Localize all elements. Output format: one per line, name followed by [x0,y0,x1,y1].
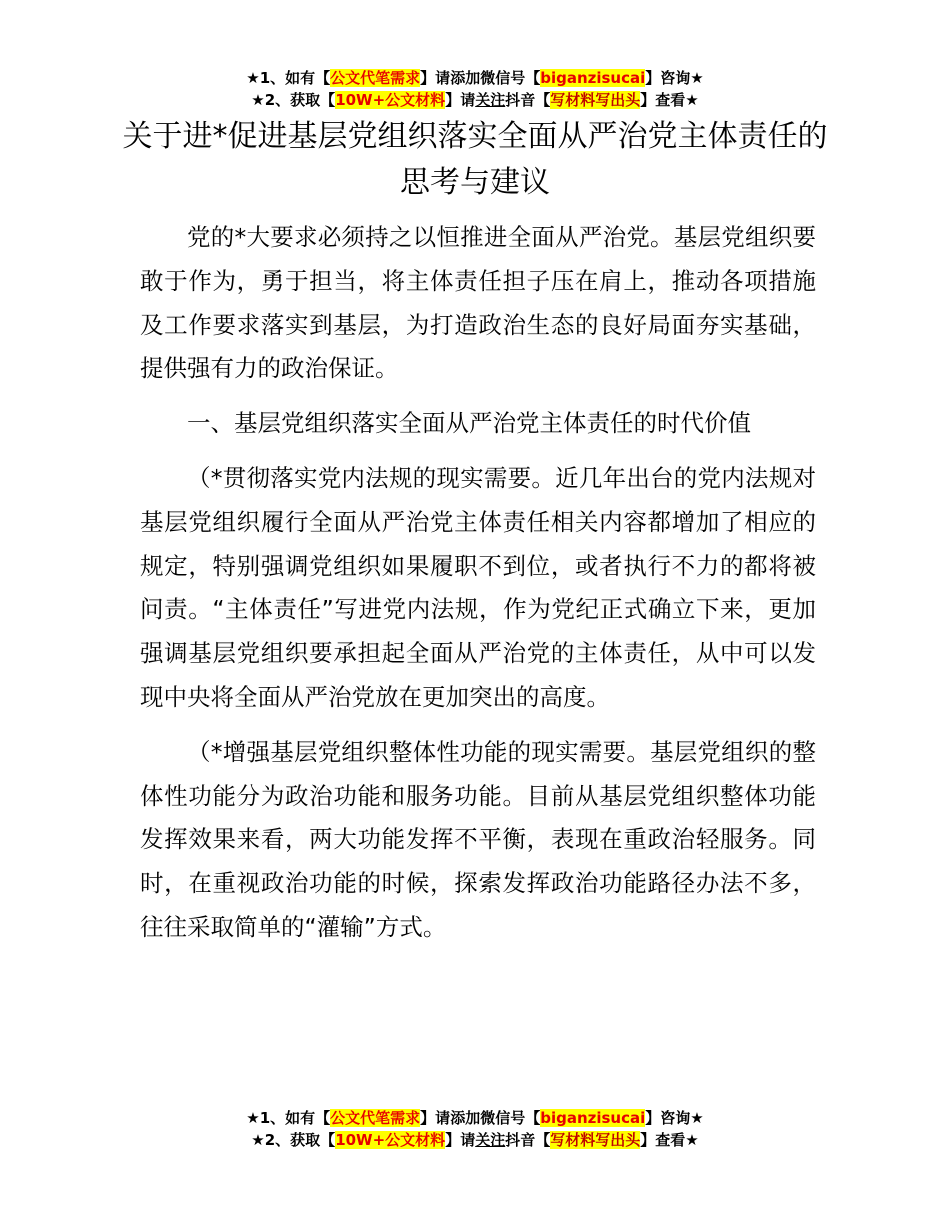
banner-emphasis: 关注 [475,91,506,109]
banner-text: ★1、如有【 [246,1109,331,1127]
paragraph-intro: 党的*大要求必须持之以恒推进全面从严治党。基层党组织要敢于作为，勇于担当，将主体责任担子压在肩上，推动各项措施及工作要求落实到基层，为打造政治生态的良好局面夯实基础，提供强有力的政治保证。 [140,223,816,383]
paragraph-point-1: （*贯彻落实党内法规的现实需要。近几年出台的党内法规对基层党组织履行全面从严治党主体责任相关内容都增加了相应的规定，特别强调党组织如果履职不到位，或者执行不力的都将被问责。“主体责任”写进党内法规，作为党纪正式确立下来，更加强调基层党组织要承担起全面从严治党的主体责任，从中可以发现中央将全面从严治党放在更加突出的高度。 [140,463,816,711]
banner-text: 】请 [420,1109,451,1127]
banner-text: 微信号【 [480,1109,541,1127]
banner-line-2 [0,1129,950,1151]
banner-text: 微信号【 [480,69,541,87]
highlight-douyin-account: 写材料写出头 [550,1131,641,1149]
banner-text: ★2、获取【 [251,91,336,109]
banner-text: 】查看★ [640,1131,699,1149]
section-heading: 一、基层党组织落实全面从严治党主体责任的时代价值 [187,409,751,438]
banner-text: 抖音【 [505,91,551,109]
banner-emphasis: 关注 [475,1131,506,1149]
banner-text: 】请 [445,91,476,109]
footer-banner [0,1107,950,1151]
banner-line-2 [0,89,950,111]
highlight-service: 公文代笔需求 [330,1109,421,1127]
banner-text: 】咨询★ [645,69,704,87]
banner-emphasis: 添加 [450,1109,481,1127]
highlight-wechat-id: biganzisucai [540,1109,646,1127]
banner-line-1 [0,1107,950,1129]
banner-text: 抖音【 [505,1131,551,1149]
highlight-materials: 10W+公文材料 [335,91,446,109]
banner-text: 】查看★ [640,91,699,109]
banner-text: ★2、获取【 [251,1131,336,1149]
header-banner [0,67,950,111]
highlight-materials: 10W+公文材料 [335,1131,446,1149]
banner-emphasis: 添加 [450,69,481,87]
banner-text: 】请 [420,69,451,87]
paragraph-point-2: （*增强基层党组织整体性功能的现实需要。基层党组织的整体性功能分为政治功能和服务功能。目前从基层党组织整体功能发挥效果来看，两大功能发挥不平衡，表现在重政治轻服务。同时，在重视政治功能的时候，探索发挥政治功能路径办法不多，往往采取简单的“灌输”方式。 [140,737,816,941]
document-title: 关于进*促进基层党组织落实全面从严治党主体责任的思考与建议 [122,119,828,200]
banner-line-1 [0,67,950,89]
highlight-wechat-id: biganzisucai [540,69,646,87]
highlight-service: 公文代笔需求 [330,69,421,87]
banner-text: 】请 [445,1131,476,1149]
banner-text: ★1、如有【 [246,69,331,87]
document-body [140,216,816,961]
highlight-douyin-account: 写材料写出头 [550,91,641,109]
banner-text: 】咨询★ [645,1109,704,1127]
